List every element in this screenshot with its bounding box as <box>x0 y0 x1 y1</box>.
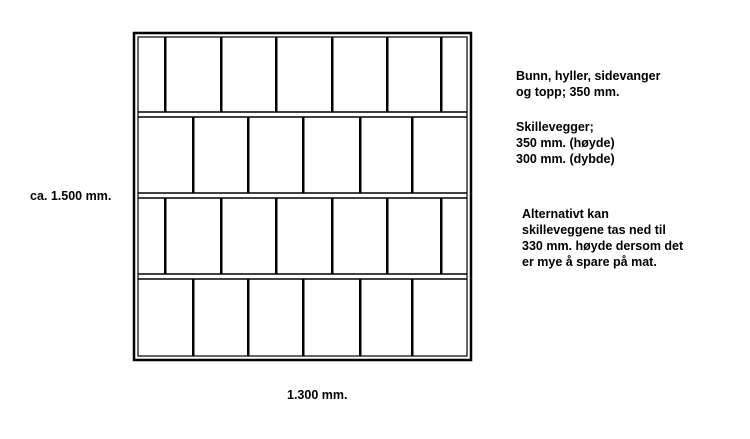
dividers-note <box>516 119 615 167</box>
divider <box>386 37 389 112</box>
shelf-2 <box>138 193 467 198</box>
note-line: Alternativt kan <box>522 207 609 221</box>
note-line: er mye å spare på mat. <box>522 255 657 269</box>
divider <box>359 279 362 356</box>
divider <box>331 198 334 274</box>
note-line: Skillevegger; <box>516 120 594 134</box>
width-dimension-label: 1.300 mm. <box>287 388 348 402</box>
divider <box>331 37 334 112</box>
shelf-1 <box>138 112 467 117</box>
divider <box>192 279 195 356</box>
divider <box>440 198 443 274</box>
divider <box>247 279 250 356</box>
divider <box>440 37 443 112</box>
note-line: skilleveggene tas ned til <box>522 223 666 237</box>
divider <box>164 37 167 112</box>
divider <box>302 279 305 356</box>
divider <box>302 117 305 193</box>
divider <box>247 117 250 193</box>
divider <box>411 279 414 356</box>
divider <box>220 37 223 112</box>
divider <box>164 198 167 274</box>
shelf-3 <box>138 274 467 279</box>
note-line: 330 mm. høyde dersom det <box>522 239 684 253</box>
divider <box>220 198 223 274</box>
divider <box>192 117 195 193</box>
divider <box>275 198 278 274</box>
note-line: og topp; 350 mm. <box>516 85 620 99</box>
divider <box>386 198 389 274</box>
divider <box>359 117 362 193</box>
note-line: 350 mm. (høyde) <box>516 136 615 150</box>
note-line: Bunn, hyller, sidevanger <box>516 69 661 83</box>
divider <box>411 117 414 193</box>
divider <box>275 37 278 112</box>
alternative-note <box>522 206 683 270</box>
height-dimension-label: ca. 1.500 mm. <box>30 189 112 203</box>
materials-note <box>516 68 661 100</box>
note-line: 300 mm. (dybde) <box>516 152 615 166</box>
